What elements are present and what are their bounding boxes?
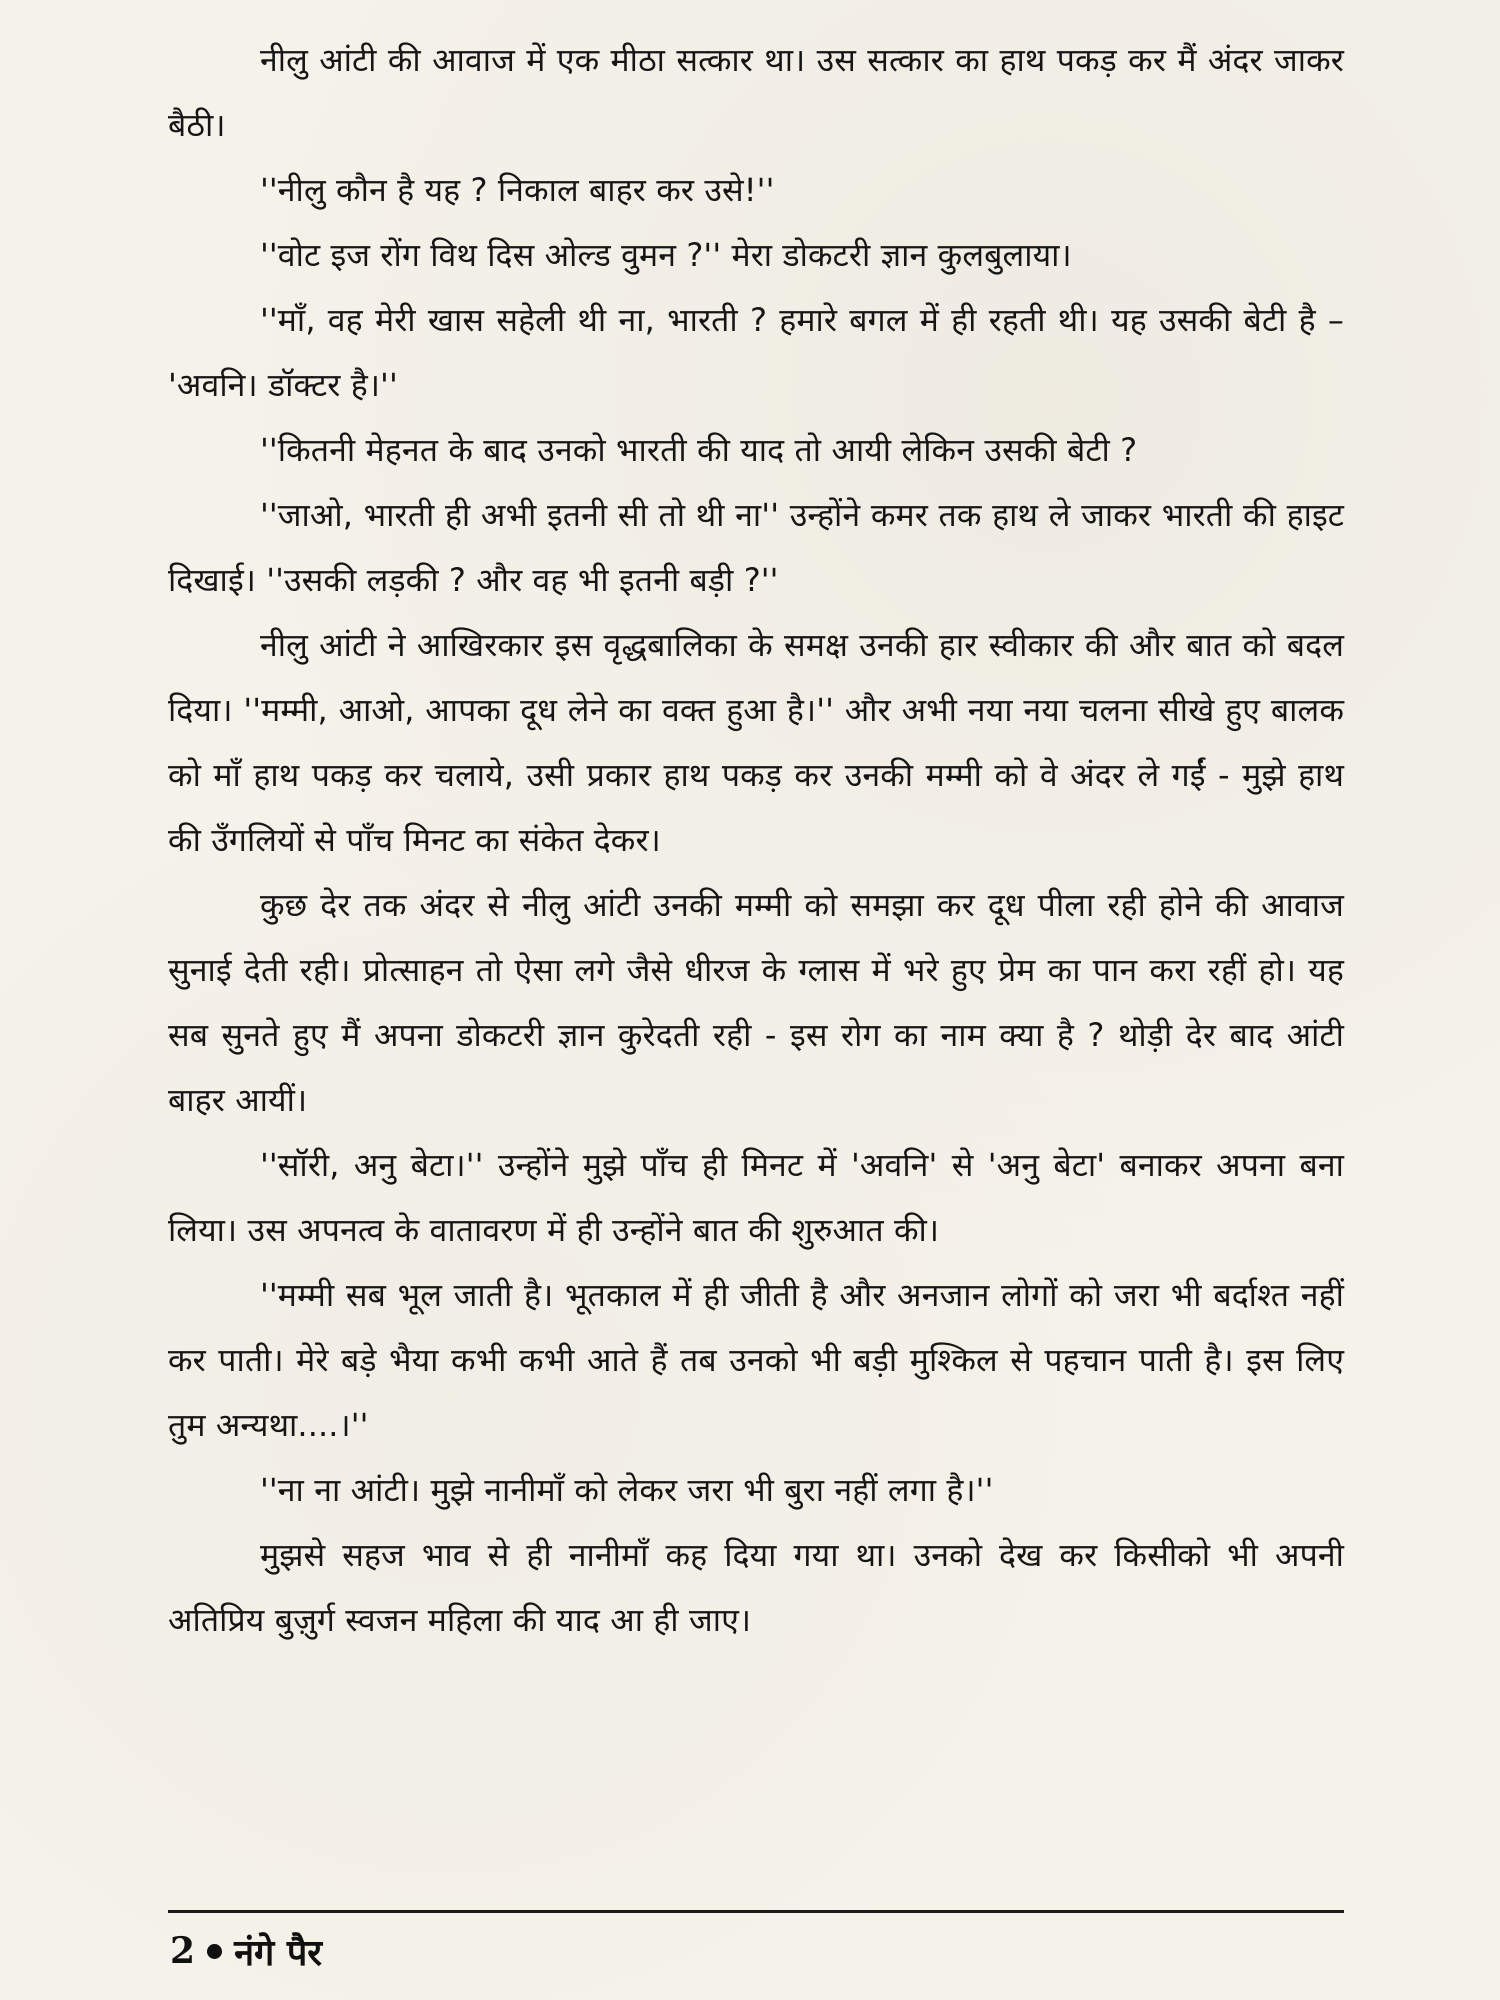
paragraph: ''नीलु कौन है यह ? निकाल बाहर कर उसे!'' bbox=[260, 171, 775, 209]
bullet-icon bbox=[207, 1944, 222, 1959]
book-title: नंगे पैर bbox=[234, 1931, 323, 1974]
paragraph: ''वोट इज रोंग विथ दिस ओल्ड वुमन ?'' मेरा डोकटरी ज्ञान कुलबुलाया। bbox=[260, 236, 1072, 274]
page-number: 2 bbox=[170, 1930, 196, 1972]
page-body-text bbox=[168, 28, 1344, 1653]
paragraph: नीलु आंटी की आवाज में एक मीठा सत्कार था। उस सत्कार का हाथ पकड़ कर मैं अंदर जाकर बैठी। bbox=[168, 41, 1344, 144]
paragraph: ''मम्मी सब भूल जाती है। भूतकाल में ही जीती है और अनजान लोगों को जरा भी बर्दाश्त नहीं कर पाती। मेरे बड़े भैया कभी कभी आते हैं तब उनको भी बड़ी मुश्किल से पहचान पाती है। इस लिए तुम अन्यथा....।'' bbox=[168, 1276, 1344, 1444]
paragraph: ''कितनी मेहनत के बाद उनको भारती की याद तो आयी लेकिन उसकी बेटी ? bbox=[260, 431, 1138, 469]
page-footer bbox=[170, 1926, 322, 1976]
paragraph: कुछ देर तक अंदर से नीलु आंटी उनकी मम्मी को समझा कर दूध पीला रही होने की आवाज सुनाई देती रही। प्रोत्साहन तो ऐसा लगे जैसे धीरज के ग्लास में भरे हुए प्रेम का पान करा रहीं हो। यह सब सुनते हुए मैं अपना डोकटरी ज्ञान कुरेदती रही - इस रोग का नाम क्या है ? थोड़ी देर बाद आंटी बाहर आयीं। bbox=[168, 886, 1344, 1119]
paragraph: मुझसे सहज भाव से ही नानीमाँ कह दिया गया था। उनको देख कर किसीको भी अपनी अतिप्रिय बुज़ुर्ग स्वजन महिला की याद आ ही जाए। bbox=[168, 1536, 1344, 1639]
paragraph: नीलु आंटी ने आखिरकार इस वृद्धबालिका के समक्ष उनकी हार स्वीकार की और बात को बदल दिया। ''मम्मी, आओ, आपका दूध लेने का वक्त हुआ है।'' और अभी नया नया चलना सीखे हुए बालक को माँ हाथ पकड़ कर चलाये, उसी प्रकार हाथ पकड़ कर उनकी मम्मी को वे अंदर ले गईं - मुझे हाथ की उँगलियों से पाँच मिनट का संकेत देकर। bbox=[168, 626, 1345, 859]
footer-divider bbox=[168, 1910, 1344, 1913]
paragraph: ''ना ना आंटी। मुझे नानीमाँ को लेकर जरा भी बुरा नहीं लगा है।'' bbox=[260, 1471, 994, 1509]
paragraph: ''सॉरी, अनु बेटा।'' उन्होंने मुझे पाँच ही मिनट में 'अवनि' से 'अनु बेटा' बनाकर अपना बना लिया। उस अपनत्व के वातावरण में ही उन्होंने बात की शुरुआत की। bbox=[168, 1146, 1344, 1249]
paragraph: ''माँ, वह मेरी खास सहेली थी ना, भारती ? हमारे बगल में ही रहती थी। यह उसकी बेटी है – 'अवनि। डॉक्टर है।'' bbox=[168, 301, 1344, 404]
paragraph: ''जाओ, भारती ही अभी इतनी सी तो थी ना'' उन्होंने कमर तक हाथ ले जाकर भारती की हाइट दिखाई। ''उसकी लड़की ? और वह भी इतनी बड़ी ?'' bbox=[168, 496, 1344, 599]
